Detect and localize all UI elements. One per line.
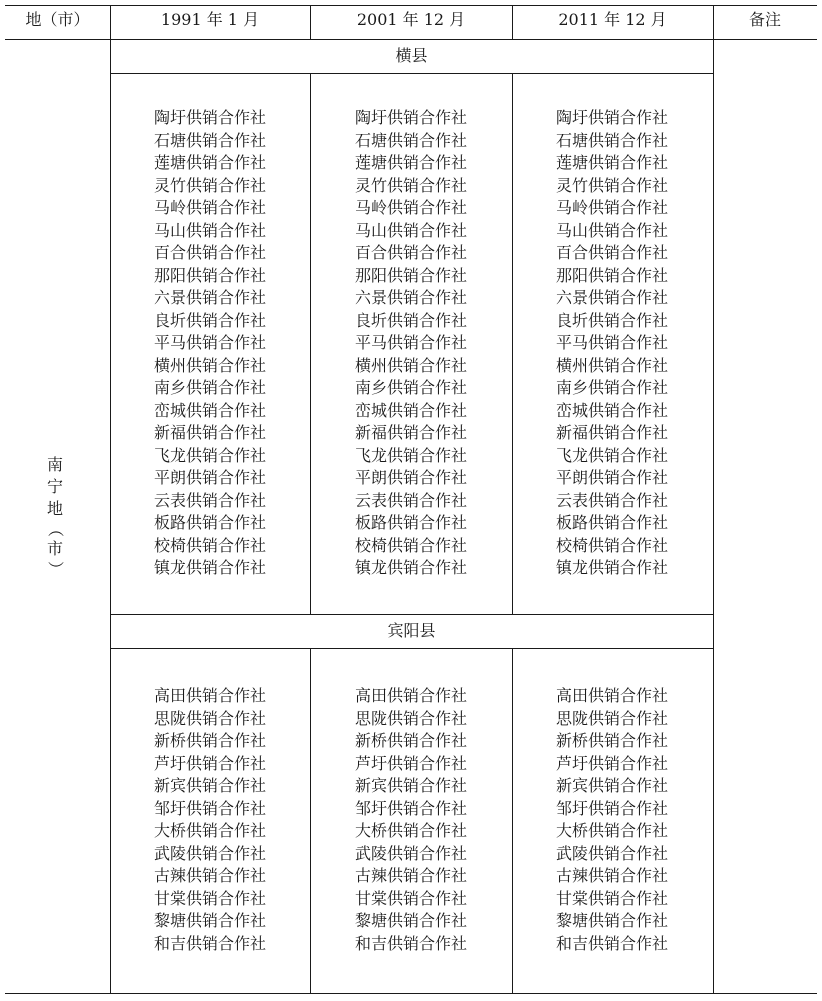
cooperative-entry: 峦城供销合作社 (555, 400, 668, 420)
cooperative-entry: 云表供销合作社 (153, 490, 266, 510)
cooperative-entry: 平朗供销合作社 (153, 468, 266, 487)
cooperative-entry: 马山供销合作社 (153, 220, 266, 240)
section-divider-rule (110, 614, 714, 615)
cooperative-entry: 黎塘供销合作社 (555, 911, 668, 930)
cooperative-entry: 那阳供销合作社 (555, 265, 668, 285)
cooperative-entry: 黎塘供销合作社 (153, 911, 266, 930)
cooperative-entry: 马岭供销合作社 (153, 198, 266, 217)
cooperative-entry: 思陇供销合作社 (354, 708, 467, 728)
cooperative-entry: 平马供销合作社 (354, 333, 467, 352)
cooperative-entry: 陶圩供销合作社 (153, 108, 266, 127)
cooperative-entry: 新宾供销合作社 (153, 776, 266, 795)
cooperative-entry: 邹圩供销合作社 (354, 798, 467, 818)
column-rule (713, 5, 714, 994)
cooperative-list-2001 (311, 685, 511, 955)
cooperative-entry: 新桥供销合作社 (354, 731, 467, 750)
cooperative-entry: 马岭供销合作社 (354, 198, 467, 217)
region-char: 市 (46, 539, 63, 558)
cooperative-entry: 良圻供销合作社 (555, 310, 668, 330)
cooperative-entry: 南乡供销合作社 (555, 378, 668, 397)
cooperative-entry: 邹圩供销合作社 (153, 798, 266, 818)
county-label: 宾阳县 (387, 621, 436, 640)
cooperative-entry: 板路供销合作社 (153, 513, 266, 532)
cooperative-entry: 武陵供销合作社 (153, 843, 266, 863)
cooperative-entry: 甘棠供销合作社 (555, 888, 668, 908)
cooperative-entry: 和吉供销合作社 (354, 933, 467, 953)
cooperative-entry: 良圻供销合作社 (354, 310, 467, 330)
cooperative-entry: 镇龙供销合作社 (555, 558, 668, 577)
cooperative-entry: 灵竹供销合作社 (555, 175, 668, 195)
cooperative-entry: 新宾供销合作社 (354, 776, 467, 795)
cooperative-entry: 南乡供销合作社 (153, 378, 266, 397)
cooperative-list-1991 (110, 107, 310, 580)
header-bottom-rule (5, 39, 817, 40)
cooperative-entry: 飞龙供销合作社 (555, 445, 668, 465)
header-1991: 1991 年 1 月 (160, 10, 260, 29)
region-paren-close: ） (45, 560, 65, 578)
cooperative-entry: 和吉供销合作社 (153, 933, 266, 953)
cooperative-entry: 新宾供销合作社 (555, 776, 668, 795)
cooperative-entry: 云表供销合作社 (354, 490, 467, 510)
cooperative-entry: 高田供销合作社 (555, 686, 668, 705)
cooperative-entry: 南乡供销合作社 (354, 378, 467, 397)
cooperative-entry: 莲塘供销合作社 (354, 153, 467, 172)
region-char: 南 (46, 455, 63, 474)
cooperative-entry: 校椅供销合作社 (555, 535, 668, 555)
cooperative-entry: 古辣供销合作社 (354, 866, 467, 885)
region-char: 宁 (46, 477, 63, 496)
cooperative-entry: 百合供销合作社 (555, 243, 668, 262)
cooperative-entry: 石塘供销合作社 (153, 130, 266, 150)
cooperative-entry: 高田供销合作社 (354, 686, 467, 705)
cooperative-entry: 石塘供销合作社 (555, 130, 668, 150)
cooperative-entry: 思陇供销合作社 (555, 708, 668, 728)
cooperative-entry: 石塘供销合作社 (354, 130, 467, 150)
cooperative-entry: 大桥供销合作社 (354, 821, 467, 840)
cooperative-entry: 芦圩供销合作社 (354, 753, 467, 773)
cooperative-entry: 马岭供销合作社 (555, 198, 668, 217)
cooperative-list-2001 (311, 107, 511, 580)
cooperative-entry: 横州供销合作社 (153, 355, 266, 375)
cooperative-entry: 飞龙供销合作社 (354, 445, 467, 465)
county-row-rule (110, 648, 714, 649)
cooperative-list-2011 (512, 685, 712, 955)
cooperative-entry: 古辣供销合作社 (153, 866, 266, 885)
cooperative-entry: 平马供销合作社 (153, 333, 266, 352)
cooperative-entry: 甘棠供销合作社 (153, 888, 266, 908)
cooperative-list-1991 (110, 685, 310, 955)
cooperative-entry: 武陵供销合作社 (354, 843, 467, 863)
cooperative-entry: 板路供销合作社 (354, 513, 467, 532)
cooperative-list-2011 (512, 107, 712, 580)
cooperative-entry: 邹圩供销合作社 (555, 798, 668, 818)
cooperative-entry: 镇龙供销合作社 (153, 558, 266, 577)
cooperative-entry: 马山供销合作社 (354, 220, 467, 240)
cooperative-entry: 六景供销合作社 (555, 288, 668, 307)
cooperative-entry: 百合供销合作社 (354, 243, 467, 262)
region-label (0, 454, 110, 578)
cooperative-entry: 峦城供销合作社 (354, 400, 467, 420)
cooperative-entry: 莲塘供销合作社 (555, 153, 668, 172)
cooperative-entry: 那阳供销合作社 (153, 265, 266, 285)
cooperative-entry: 校椅供销合作社 (354, 535, 467, 555)
cooperative-entry: 新桥供销合作社 (555, 731, 668, 750)
cooperative-entry: 思陇供销合作社 (153, 708, 266, 728)
cooperative-entry: 新福供销合作社 (153, 423, 266, 442)
cooperative-entry: 六景供销合作社 (153, 288, 266, 307)
cooperative-entry: 云表供销合作社 (555, 490, 668, 510)
cooperative-entry: 芦圩供销合作社 (153, 753, 266, 773)
cooperative-entry: 甘棠供销合作社 (354, 888, 467, 908)
table-bottom-rule (5, 993, 817, 994)
cooperative-entry: 横州供销合作社 (354, 355, 467, 375)
cooperative-entry: 新福供销合作社 (555, 423, 668, 442)
cooperative-entry: 镇龙供销合作社 (354, 558, 467, 577)
cooperative-entry: 大桥供销合作社 (555, 821, 668, 840)
county-row-rule (110, 73, 714, 74)
cooperative-entry: 芦圩供销合作社 (555, 753, 668, 773)
cooperative-entry: 马山供销合作社 (555, 220, 668, 240)
cooperative-entry: 良圻供销合作社 (153, 310, 266, 330)
county-label: 横县 (395, 46, 428, 65)
header-2011: 2011 年 12 月 (558, 10, 667, 29)
cooperative-entry: 板路供销合作社 (555, 513, 668, 532)
cooperative-entry: 黎塘供销合作社 (354, 911, 467, 930)
cooperative-entry: 平朗供销合作社 (354, 468, 467, 487)
cooperative-entry: 六景供销合作社 (354, 288, 467, 307)
cooperative-entry: 平马供销合作社 (555, 333, 668, 352)
cooperative-entry: 峦城供销合作社 (153, 400, 266, 420)
cooperative-entry: 武陵供销合作社 (555, 843, 668, 863)
cooperative-entry: 灵竹供销合作社 (354, 175, 467, 195)
cooperative-entry: 新福供销合作社 (354, 423, 467, 442)
cooperative-entry: 陶圩供销合作社 (354, 108, 467, 127)
cooperative-entry: 那阳供销合作社 (354, 265, 467, 285)
cooperative-entry: 高田供销合作社 (153, 686, 266, 705)
header-region: 地（市） (25, 10, 90, 29)
table-top-rule (5, 5, 817, 6)
cooperative-entry: 和吉供销合作社 (555, 933, 668, 953)
cooperative-entry: 新桥供销合作社 (153, 731, 266, 750)
cooperative-entry: 古辣供销合作社 (555, 866, 668, 885)
cooperative-entry: 大桥供销合作社 (153, 821, 266, 840)
cooperative-entry: 莲塘供销合作社 (153, 153, 266, 172)
header-2001: 2001 年 12 月 (356, 10, 466, 29)
cooperative-entry: 灵竹供销合作社 (153, 175, 266, 195)
cooperative-entry: 飞龙供销合作社 (153, 445, 266, 465)
cooperative-entry: 百合供销合作社 (153, 243, 266, 262)
cooperative-entry: 陶圩供销合作社 (555, 108, 668, 127)
header-note: 备注 (748, 10, 781, 29)
cooperative-entry: 校椅供销合作社 (153, 535, 266, 555)
region-paren-open: （ (45, 520, 65, 538)
region-char: 地 (46, 499, 63, 518)
cooperative-entry: 平朗供销合作社 (555, 468, 668, 487)
cooperative-entry: 横州供销合作社 (555, 355, 668, 375)
